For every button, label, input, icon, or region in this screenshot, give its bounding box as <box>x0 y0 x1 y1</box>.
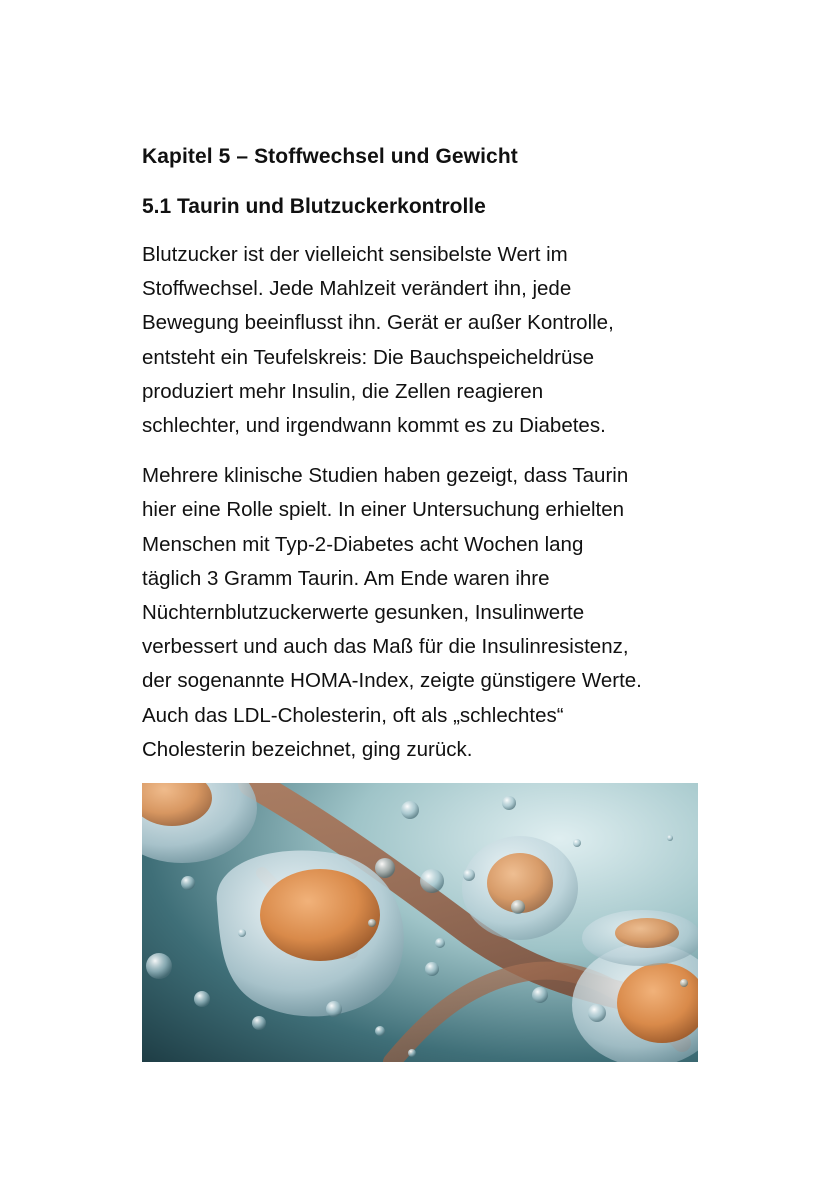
droplet <box>511 900 525 914</box>
section-title: 5.1 Taurin und Blutzuckerkontrolle <box>142 195 486 218</box>
paragraph-line: Nüchternblutzuckerwerte gesunken, Insulinwerte <box>142 601 585 625</box>
droplet <box>401 801 419 819</box>
paragraph-1 <box>142 238 702 443</box>
droplet <box>502 796 516 810</box>
droplet <box>425 962 439 976</box>
paragraph-2 <box>142 459 702 767</box>
cell-illustration-icon <box>142 783 698 1062</box>
droplet <box>667 835 673 841</box>
paragraph-line: hier eine Rolle spielt. In einer Untersuchung erhielten <box>142 498 625 522</box>
paragraph-line: Menschen mit Typ-2-Diabetes acht Wochen lang <box>142 532 584 556</box>
paragraph-line: Auch das LDL-Cholesterin, oft als „schlechtes“ <box>142 703 564 727</box>
droplet <box>375 1026 385 1036</box>
paragraph-line: Blutzucker ist der vielleicht sensibelste Wert im <box>142 243 568 266</box>
droplet <box>375 858 395 878</box>
droplet <box>326 1001 342 1017</box>
paragraph-line: der sogenannte HOMA-Index, zeigte günstigere Werte. <box>142 669 642 693</box>
droplet <box>252 1016 266 1030</box>
droplet <box>420 869 444 893</box>
paragraph-line: schlechter, und irgendwann kommt es zu Diabetes. <box>142 414 606 438</box>
paragraph-line: täglich 3 Gramm Taurin. Am Ende waren ihre <box>142 566 550 590</box>
droplet <box>573 839 581 847</box>
paragraph-line: Mehrere klinische Studien haben gezeigt, dass Taurin <box>142 464 629 488</box>
droplet <box>368 919 376 927</box>
droplet <box>146 953 172 979</box>
cell-nucleus <box>260 869 380 961</box>
droplet <box>463 869 475 881</box>
cell-illustration <box>142 783 698 1062</box>
paragraph-line: verbessert und auch das Maß für die Insulinresistenz, <box>142 635 629 659</box>
droplet <box>238 929 246 937</box>
droplet <box>408 1049 416 1057</box>
droplet <box>194 991 210 1007</box>
droplet <box>680 979 688 987</box>
paragraph-line: Cholesterin bezeichnet, ging zurück. <box>142 737 473 761</box>
paragraph-line: entsteht ein Teufelskreis: Die Bauchspeicheldrüse <box>142 345 595 369</box>
paragraph-line: Bewegung beeinflusst ihn. Gerät er außer Kontrolle, <box>142 311 614 335</box>
paragraph-line: Stoffwechsel. Jede Mahlzeit verändert ihn, jede <box>142 277 572 301</box>
document-page <box>142 140 702 783</box>
chapter-title: Kapitel 5 – Stoffwechsel und Gewicht <box>142 145 518 168</box>
paragraph-line: produziert mehr Insulin, die Zellen reagieren <box>142 379 544 403</box>
droplet <box>532 987 548 1003</box>
droplet <box>181 876 195 890</box>
droplet <box>588 1004 606 1022</box>
droplet <box>435 938 445 948</box>
cell-nucleus <box>615 918 679 948</box>
